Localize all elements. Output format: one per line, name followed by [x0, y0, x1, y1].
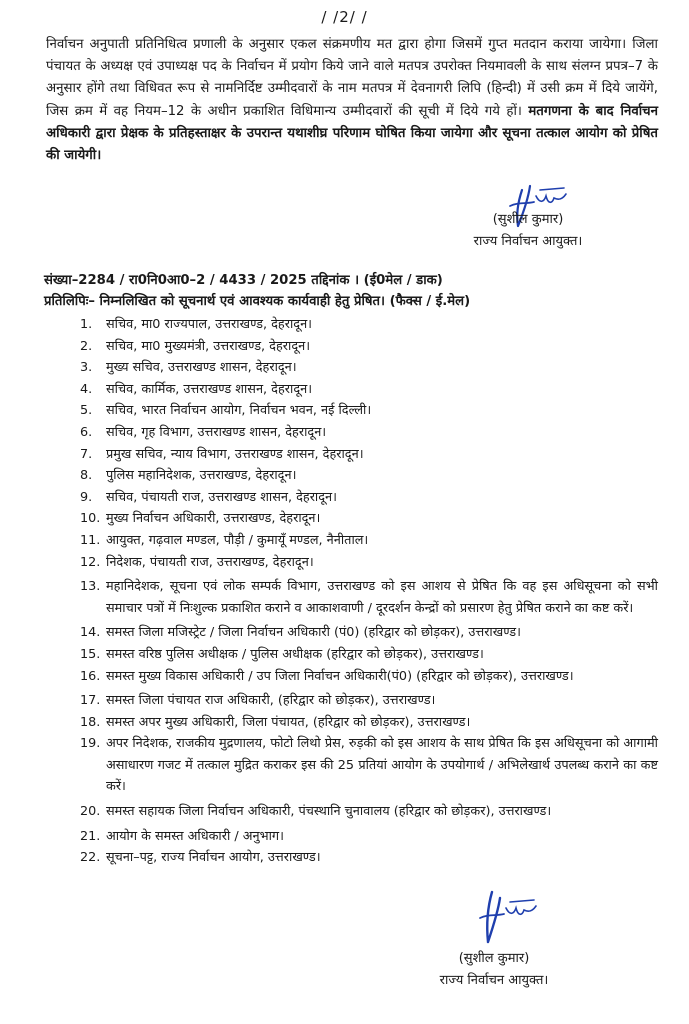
list-item [80, 444, 658, 466]
list-item [80, 847, 658, 869]
item-number: 1. [80, 317, 93, 332]
item-number: 18. [80, 714, 101, 730]
item-text: समस्त मुख्य विकास अधिकारी / उप जिला निर्वाचन अधिकारी(पं0) (हरिद्वार को छोड़कर), उत्तराखण्ड। [106, 668, 574, 684]
item-text: समस्त अपर मुख्य अधिकारी, जिला पंचायत, (हरिद्वार को छोड़कर), उत्तराखण्ड। [106, 714, 471, 730]
list-item [80, 826, 658, 848]
list-item [80, 465, 658, 487]
item-text: महानिदेशक, सूचना एवं लोक सम्पर्क विभाग, उत्तराखण्ड को इस आशय से प्रेषित कि वह इस अधिसूचना को सभी समाचार पत्रों में निःशुल्क प्रकाशित कराने व आकाशवाणी / दूरदर्शन केन्द्रों को प्रसारण हेतु प्रेषित कराने का कष्ट करें। [106, 579, 658, 616]
list-item [80, 712, 658, 734]
list-item [80, 644, 658, 666]
item-text: सचिव, पंचायती राज, उत्तराखण्ड शासन, देहरादून। [106, 489, 337, 505]
list-item [80, 666, 658, 688]
signatory-designation: राज्य निर्वाचन आयुक्त। [439, 973, 549, 988]
page-number: / /2/ / [321, 8, 368, 26]
item-text: सचिव, भारत निर्वाचन आयोग, निर्वाचन भवन, नई दिल्ली। [106, 403, 372, 419]
item-text: समस्त वरिष्ठ पुलिस अधीक्षक / पुलिस अधीक्षक (हरिद्वार को छोड़कर), उत्तराखण्ड। [106, 646, 484, 662]
item-text: मुख्य निर्वाचन अधिकारी, उत्तराखण्ड, देहरादून। [106, 511, 321, 527]
item-text: पुलिस महानिदेशक, उत्तराखण्ड, देहरादून। [106, 468, 297, 484]
reference-line: संख्या–2284 / रा0नि0आ0–2 / 4433 / 2025 तद्दिनांक । (ई0मेल / डाक) [44, 273, 443, 288]
item-text: मुख्य सचिव, उत्तराखण्ड शासन, देहरादून। [106, 360, 297, 376]
item-text: निदेशक, पंचायती राज, उत्तराखण्ड, देहरादून। [106, 554, 314, 570]
list-item [80, 801, 658, 823]
item-text: सचिव, कार्मिक, उत्तराखण्ड शासन, देहरादून। [106, 381, 313, 397]
signatory-name: (सुशील कुमार) [458, 951, 530, 966]
signature-bottom [468, 886, 548, 948]
list-item [80, 336, 658, 358]
item-number: 4. [80, 381, 93, 397]
signatory-name: (सुशील कुमार) [492, 212, 564, 227]
list-item [80, 733, 658, 798]
list-item [80, 508, 658, 530]
item-number: 3. [80, 360, 93, 376]
list-item [80, 622, 658, 644]
item-number: 13. [80, 579, 101, 595]
item-number: 10. [80, 511, 101, 527]
item-text: समस्त जिला पंचायत राज अधिकारी, (हरिद्वार को छोड़कर), उत्तराखण्ड। [106, 693, 436, 709]
item-number: 15. [80, 646, 101, 662]
item-number: 11. [80, 532, 101, 548]
item-number: 8. [80, 468, 93, 484]
item-text: आयोग के समस्त अधिकारी / अनुभाग। [106, 828, 284, 844]
item-number: 5. [80, 403, 93, 419]
list-item [80, 400, 658, 422]
list-item [80, 357, 658, 379]
item-number: 20. [80, 804, 101, 820]
item-text: अपर निदेशक, राजकीय मुद्रणालय, फोटो लिथो प्रेस, रुड़की को इस आशय के साथ प्रेषित कि इस अधिसूचना को आगामी असाधारण गजट में तत्काल मुद्रित कराकर इस की 25 प्रतियां आयोग के उपयोगार्थ / अभिलेखार्थ उपलब्ध कराने का कष्ट करें। [106, 736, 658, 795]
item-number: 17. [80, 693, 101, 709]
list-item [80, 314, 658, 336]
item-number: 7. [80, 446, 93, 462]
list-item [80, 379, 658, 401]
item-number: 22. [80, 850, 101, 866]
item-number: 12. [80, 554, 101, 570]
item-number: 19. [80, 736, 101, 752]
item-text: सचिव, मा0 राज्यपाल, उत्तराखण्ड, देहरादून। [106, 317, 313, 332]
item-text: प्रमुख सचिव, न्याय विभाग, उत्तराखण्ड शासन, देहरादून। [106, 446, 364, 462]
list-item [80, 552, 658, 574]
item-number: 6. [80, 424, 93, 440]
item-text: समस्त जिला मजिस्ट्रेट / जिला निर्वाचन अधिकारी (पं0) (हरिद्वार को छोड़कर), उत्तराखण्ड। [106, 625, 521, 641]
item-number: 9. [80, 489, 93, 505]
item-text: आयुक्त, गढ़वाल मण्डल, पौड़ी / कुमायूँ मण्डल, नैनीताल। [106, 532, 369, 548]
signatory-designation: राज्य निर्वाचन आयुक्त। [473, 234, 583, 249]
list-item [80, 422, 658, 444]
item-text: सचिव, गृह विभाग, उत्तराखण्ड शासन, देहरादून। [106, 424, 327, 440]
item-text: सचिव, मा0 मुख्यमंत्री, उत्तराखण्ड, देहरादून। [106, 338, 311, 354]
list-item [80, 487, 658, 509]
item-number: 16. [80, 668, 101, 684]
body-paragraph [46, 34, 658, 167]
body-bold-text: मतगणना के बाद निर्वाचन अधिकारी द्वारा प्रेक्षक के प्रतिहस्ताक्षर के उपरान्त यथाशीघ्र परिणाम घोषित किया जायेगा और सूचना तत्काल आयोग को प्रेषित की जायेगी। [46, 103, 658, 164]
copy-to-heading: प्रतिलिपिः– निम्नलिखित को सूचनार्थ एवं आवश्यक कार्यवाही हेतु प्रेषित। (फैक्स / ई.मेल) [44, 294, 471, 309]
item-number: 21. [80, 828, 101, 844]
list-item [80, 576, 658, 619]
item-text: सूचना–पट्ट, राज्य निर्वाचन आयोग, उत्तराखण्ड। [106, 850, 321, 866]
list-item [80, 530, 658, 552]
signatory-block-top [458, 209, 598, 253]
item-text: समस्त सहायक जिला निर्वाचन अधिकारी, पंचस्थानि चुनावालय (हरिद्वार को छोड़कर), उत्तराखण्ड। [106, 804, 552, 820]
signatory-block-bottom [424, 948, 564, 992]
body-text: निर्वाचन अनुपाती प्रतिनिधित्व प्रणाली के अनुसार एकल संक्रमणीय मत द्वारा होगा जिसमें गुप्त मतदान कराया जायेगा। जिला पंचायत के अध्यक्ष एवं उपाध्यक्ष पद के निर्वाचन में प्रयोग किये जाने वाले मतपत्र उपरोक्त नियमावली के साथ संलग्न प्रपत्र–7 के अनुसार होंगे तथा विधिवत रूप से नामनिर्दिष्ट उम्मीदवारों के नाम मतपत्र में देवनागरी लिपि (हिन्दी) में उसी क्रम में दिये जायेंगे, जिस क्रम में वह नियम–12 के अधीन प्रकाशित विधिमान्य उम्मीदवारों की सूची में दिये गये हों। [46, 37, 658, 119]
list-item [80, 690, 658, 712]
recipient-list [80, 314, 658, 869]
item-number: 2. [80, 338, 93, 354]
item-number: 14. [80, 625, 101, 641]
